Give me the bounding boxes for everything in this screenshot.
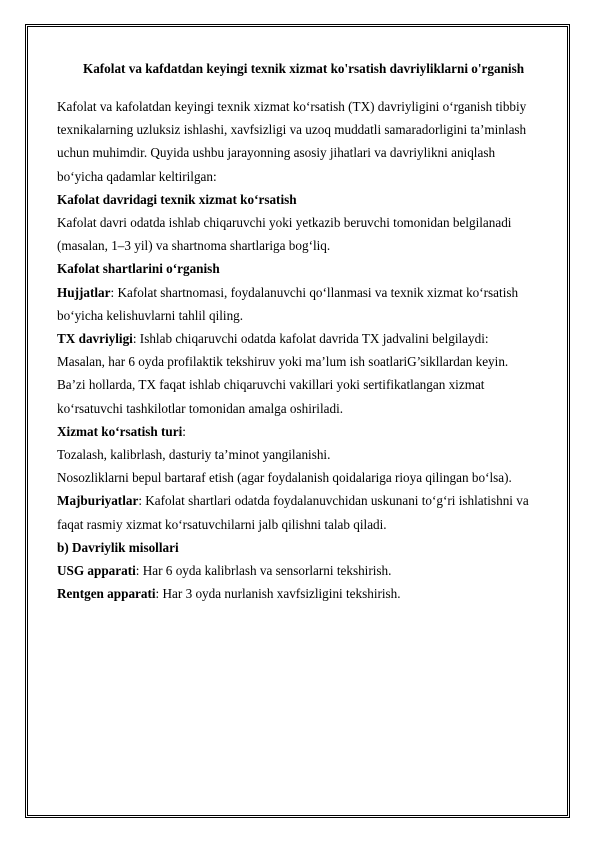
document-title: Kafolat va kafdatdan keyingi texnik xizmat ko'rsatish davriyliklarni o'rganish bbox=[82, 61, 525, 76]
service-type-label: Xizmat ko‘rsatish turi bbox=[57, 423, 183, 439]
section-heading-examples: b) Davriylik misollari bbox=[57, 539, 179, 555]
example-paragraph: Masalan, har 6 oyda profilaktik tekshiruv yoki ma’lum ish soatlariG’sikllardan keyin. bbox=[57, 354, 509, 370]
obligations-label: Majburiyatlar bbox=[57, 493, 139, 509]
obligations-text: : Kafolat shartlari odatda foydalanuvchidan uskunani to‘g‘ri ishlatishni va faqat rasmiy xizmat ko‘rsatuvchilarni jalb qilishni talab qiladi. bbox=[57, 493, 529, 532]
usg-paragraph bbox=[57, 559, 542, 582]
usg-label: USG apparati bbox=[57, 563, 136, 579]
section-heading-warranty-service: Kafolat davridagi texnik xizmat ko‘rsatish bbox=[57, 191, 297, 207]
xray-label: Rentgen apparati bbox=[57, 586, 156, 602]
periodicity-label: TX davriyligi bbox=[57, 331, 133, 347]
section-heading-warranty-terms: Kafolat shartlarini o‘rganish bbox=[57, 261, 220, 277]
periodicity-paragraph bbox=[57, 327, 542, 350]
periodicity-text: : Ishlab chiqaruvchi odatda kafolat davrida TX jadvalini belgilaydi: bbox=[132, 331, 489, 347]
service-type-text: : bbox=[182, 423, 186, 439]
xray-paragraph bbox=[57, 582, 542, 605]
documents-label: Hujjatlar bbox=[57, 284, 111, 300]
warranty-period-paragraph: Kafolat davri odatda ishlab chiqaruvchi yoki yetkazib beruvchi tomonidan belgilanadi (masalan, 1–3 yil) va shartnoma shartlariga bog‘liq. bbox=[57, 215, 512, 254]
usg-text: : Har 6 oyda kalibrlash va sensorlarni tekshirish. bbox=[135, 563, 392, 579]
documents-text: : Kafolat shartnomasi, foydalanuvchi qo‘llanmasi va texnik xizmat ko‘rsatish bo‘yicha kelishuvlarni tahlil qiling. bbox=[57, 284, 519, 323]
certified-service-paragraph: Ba’zi hollarda, TX faqat ishlab chiqaruvchi vakillari yoki sertifikatlangan xizmat ko‘rsatuvchi tashkilotlar tomonidan amalga oshiriladi. bbox=[57, 377, 485, 416]
service-type-paragraph bbox=[57, 420, 542, 443]
intro-paragraph: Kafolat va kafolatdan keyingi texnik xizmat ko‘rsatish (TX) davriyligini o‘rganish tibbiy texnikalarning uzluksiz ishlashi, xavfsizligi va uzoq muddatli samaradorligini ta’minlash uchun muhimdir. Quyida ushbu jarayonning asosiy jihatlari va davriylikni aniqlash bo‘yicha qadamlar keltirilgan: bbox=[57, 99, 527, 184]
service-list-item-2: Nosozliklarni bepul bartaraf etish (agar foydalanish qoidalariga rioya qilingan bo‘lsa). bbox=[57, 470, 512, 486]
documents-paragraph bbox=[57, 281, 542, 327]
obligations-paragraph bbox=[57, 489, 542, 535]
xray-text: : Har 3 oyda nurlanish xavfsizligini tekshirish. bbox=[155, 586, 401, 602]
service-list-item-1: Tozalash, kalibrlash, dasturiy ta’minot yangilanishi. bbox=[57, 447, 331, 463]
document-body bbox=[57, 56, 542, 605]
